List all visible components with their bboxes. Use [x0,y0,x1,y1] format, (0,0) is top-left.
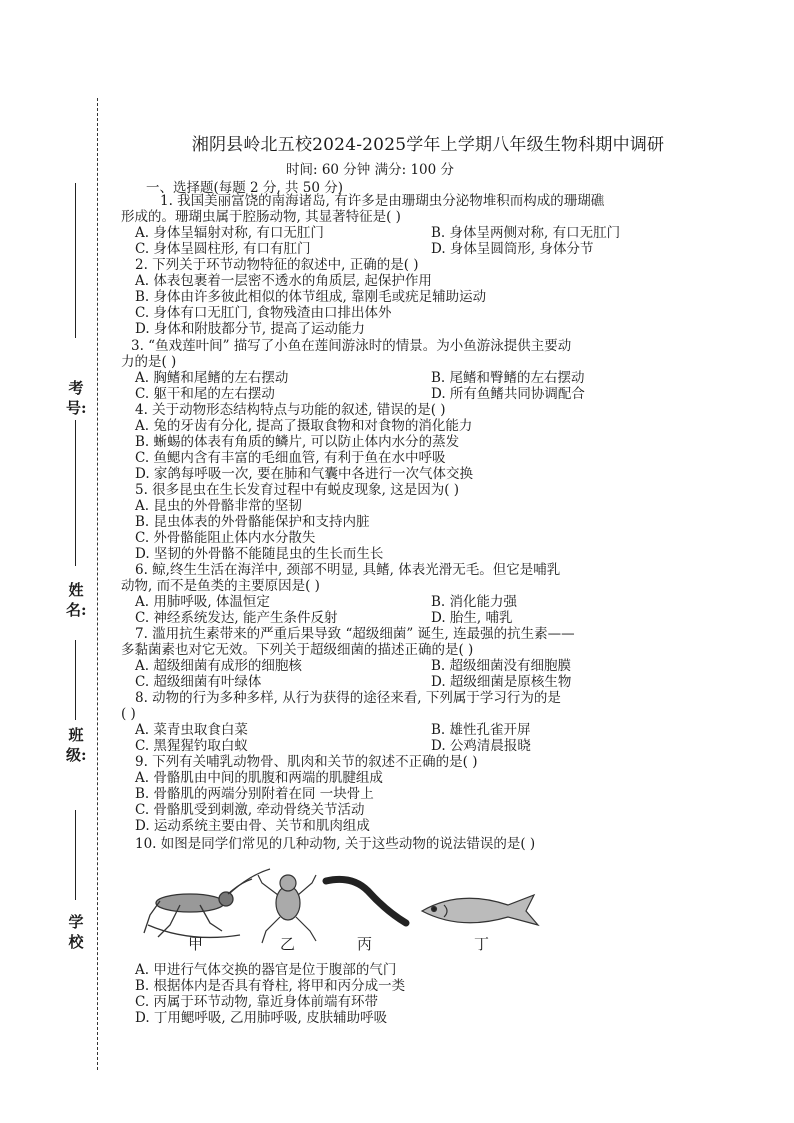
q4-option-d: D. 家鸽每呼吸一次, 要在肺和气囊中各进行一次气体交换 [135,466,474,482]
q2-option-b: B. 身体由许多彼此相似的体节组成, 靠刚毛或疣足辅助运动 [135,289,487,305]
figure-label-bing: 丙 [357,935,373,953]
q1-option-c: C. 身体呈圆柱形, 有口有肛门 [135,241,311,257]
earthworm-image [326,879,406,923]
q6-option-a: A. 用肺呼吸, 体温恒定 [135,594,270,610]
q8-stem: 8. 动物的行为多种多样, 从行为获得的途径来看, 下列属于学习行为的是 [135,690,561,706]
q10-option-a: A. 甲进行气体交换的器官是位于腹部的气门 [135,962,397,978]
q10-option-c: C. 丙属于环节动物, 靠近身体前端有环带 [135,994,379,1010]
q5-option-c: C. 外骨骼能阻止体内水分散失 [135,530,316,546]
q9-option-a: A. 骨骼肌由中间的肌腹和两端的肌腱组成 [135,770,383,786]
q8-option-a: A. 菜青虫取食白菜 [135,722,248,738]
figure-label-yi: 乙 [280,935,296,953]
school-blank [75,810,76,900]
q7-stem: 7. 滥用抗生素带来的严重后果导致 “超级细菌” 诞生, 连最强的抗生素—— [135,626,575,642]
q1-option-a: A. 身体呈辐射对称, 有口无肛门 [135,225,324,241]
q6-option-b: B. 消化能力强 [431,594,518,610]
q2-option-d: D. 身体和附肢都分节, 提高了运动能力 [135,321,366,337]
q4-option-c: C. 鱼鳃内含有丰富的毛细血管, 有利于鱼在水中呼吸 [135,450,446,466]
q8-option-c: C. 黑猩猩钓取白蚁 [135,738,248,754]
q5-option-a: A. 昆虫的外骨骼非常的坚韧 [135,498,302,514]
q4-option-b: B. 蜥蜴的体表有角质的鳞片, 可以防止体内水分的蒸发 [135,434,460,450]
q6-stem-cont: 动物, 而不是鱼类的主要原因是( ) [121,578,320,594]
q6-stem: 6. 鲸,终生生活在海洋中, 颈部不明显, 具鳍, 体表光滑无毛。但它是哺乳 [135,562,561,578]
q9-option-d: D. 运动系统主要由骨、关节和肌肉组成 [135,818,370,834]
q7-option-b: B. 超级细菌没有细胞膜 [431,658,572,674]
exam-no-label: 考号: [66,379,87,417]
figure-label-ding: 丁 [474,935,490,953]
binding-dashed-line [97,98,98,1070]
q1-option-b: B. 身体呈两侧对称, 有口无肛门 [431,225,621,241]
q3-stem-cont: 力的是( ) [121,354,177,370]
q7-option-d: D. 超级细菌是原核生物 [431,674,572,690]
q9-option-c: C. 骨骼肌受到刺激, 牵动骨绕关节活动 [135,802,365,818]
q3-option-b: B. 尾鳍和臀鳍的左右摆动 [431,370,585,386]
name-label: 姓名: [66,581,87,619]
q1-stem-cont: 形成的。珊瑚虫属于腔肠动物, 其显著特征是( ) [121,209,401,225]
q2-option-c: C. 身体有口无肛门, 食物残渣由口排出体外 [135,305,392,321]
grasshopper-image [144,869,270,937]
exam-time-info: 时间: 60 分钟 满分: 100 分 [286,162,454,178]
q10-option-d: D. 丁用鳃呼吸, 乙用肺呼吸, 皮肤辅助呼吸 [135,1010,388,1026]
school-label: 学校 [68,913,84,951]
figure-label-jia: 甲 [188,935,204,953]
q1-stem: 1. 我国美丽富饶的南海诸岛, 有许多是由珊瑚虫分泌物堆积而构成的珊瑚礁 [160,193,605,209]
q5-option-d: D. 坚韧的外骨骼不能随昆虫的生长而生长 [135,546,384,562]
q3-option-c: C. 躯干和尾的左右摆动 [135,386,275,402]
fish-image [422,895,538,925]
q8-option-b: B. 雄性孔雀开屏 [431,722,531,738]
q4-option-a: A. 兔的牙齿有分化, 提高了摄取食物和对食物的消化能力 [135,418,473,434]
q8-stem-cont: ( ) [121,706,136,722]
section-heading: 一、选择题(每题 2 分, 共 50 分) [146,180,344,196]
q5-stem: 5. 很多昆虫在生长发育过程中有蜕皮现象, 这是因为( ) [135,482,460,498]
q8-option-d: D. 公鸡清晨报晓 [431,738,531,754]
q3-option-d: D. 所有鱼鳍共同协调配合 [431,386,585,402]
q2-stem: 2. 下列关于环节动物特征的叙述中, 正确的是( ) [135,257,419,273]
q6-option-c: C. 神经系统发达, 能产生条件反射 [135,610,338,626]
q9-option-b: B. 骨骼肌的两端分别附着在同 一块骨上 [135,786,374,802]
q3-stem: 3. “鱼戏莲叶间” 描写了小鱼在莲间游泳时的情景。为小鱼游泳提供主要动 [131,338,572,354]
q4-stem: 4. 关于动物形态结构特点与功能的叙述, 错误的是( ) [135,402,446,418]
q10-stem: 10. 如图是同学们常见的几种动物, 关于这些动物的说法错误的是( ) [135,836,536,852]
q9-stem: 9. 下列有关哺乳动物骨、肌肉和关节的叙述不正确的是( ) [135,754,478,770]
q7-stem-cont: 多黏菌素也对它无效。下列关于超级细菌的描述正确的是( ) [121,642,474,658]
q5-option-b: B. 昆虫体表的外骨骼能保护和支持内脏 [135,514,370,530]
q1-option-d: D. 身体呈圆筒形, 身体分节 [431,241,594,257]
q2-option-a: A. 体表包裹着一层密不透水的角质层, 起保护作用 [135,273,432,289]
exam-no-blank [75,183,76,338]
class-blank [75,640,76,720]
page-title: 湘阴县岭北五校2024-2025学年上学期八年级生物科期中调研 [191,135,665,155]
class-label: 班级: [66,726,87,764]
q10-option-b: B. 根据体内是否具有脊柱, 将甲和丙分成一类 [135,978,406,994]
q3-option-a: A. 胸鳍和尾鳍的左右摆动 [135,370,289,386]
q6-option-d: D. 胎生, 哺乳 [431,610,513,626]
q7-option-c: C. 超级细菌有叶绿体 [135,674,262,690]
name-blank [75,420,76,566]
q7-option-a: A. 超级细菌有成形的细胞核 [135,658,302,674]
